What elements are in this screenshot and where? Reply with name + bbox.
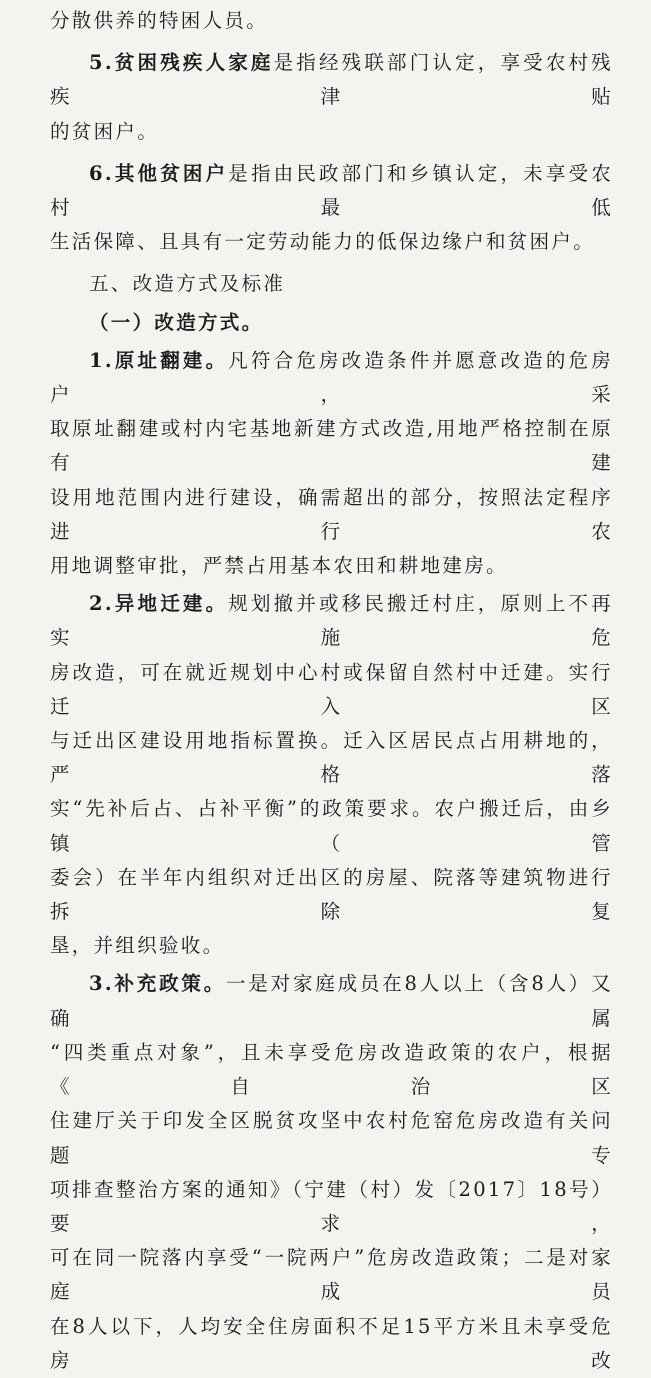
section-heading: 五、改造方式及标准	[89, 272, 286, 296]
text-line: 房改造，可在就近规划中心村或保留自然村中迁建。实行迁入区	[50, 660, 613, 718]
text-line: 设用地范围内进行建设，确需超出的部分，按照法定程序进行农	[50, 485, 613, 543]
item-lead: 1.原址翻建。	[89, 348, 229, 372]
paragraph-6	[50, 157, 613, 225]
item-lead: 2.异地迁建。	[89, 592, 229, 616]
text-line: 规划撤并或移民搬迁村庄，原则上不再实施危	[50, 592, 613, 650]
subsection-heading: （一）改造方式。	[89, 310, 264, 334]
text-line: 取原址翻建或村内宅基地新建方式改造,用地严格控制在原有建	[50, 417, 613, 475]
item-3	[50, 967, 613, 1035]
text-line: 在8人以下，人均安全住房面积不足15平方米且未享受危房改	[50, 1314, 613, 1372]
text-line: 是指由民政部门和乡镇认定，未享受农村最低	[50, 161, 613, 220]
item-2	[50, 587, 613, 655]
text-line: 垦，并组织验收。	[50, 934, 225, 958]
text-line: 项排查整治方案的通知》（宁建（村）发〔2017〕18号）要求，	[50, 1177, 613, 1235]
text-line: 用地调整审批，严禁占用基本农田和耕地建房。	[50, 554, 508, 578]
text-line: 一是对家庭成员在8人以上（含8人）又确属	[50, 972, 613, 1030]
text-line: 与迁出区建设用地指标置换。迁入区居民点占用耕地的，严格落	[50, 729, 613, 787]
paragraph-5	[50, 46, 613, 114]
text-line: 凡符合危房改造条件并愿意改造的危房户，采	[50, 348, 613, 407]
text-line: 的贫困户。	[50, 119, 160, 143]
text-line: 生活保障、且具有一定劳动能力的低保边缘户和贫困户。	[50, 230, 596, 254]
item-lead: 6.其他贫困户	[89, 161, 229, 185]
item-lead: 5.贫困残疾人家庭	[89, 51, 274, 75]
item-lead: 3.补充政策。	[89, 972, 227, 996]
text-line: 分散供养的特困人员。	[50, 9, 269, 32]
text-line: 委会）在半年内组织对迁出区的房屋、院落等建筑物进行拆除复	[50, 865, 613, 924]
text-line: 是指经残联部门认定，享受农村残疾津贴	[50, 51, 613, 109]
text-line: 住建厅关于印发全区脱贫攻坚中农村危窑危房改造有关问题专	[50, 1109, 613, 1167]
text-line: 实“先补后占、占补平衡”的政策要求。农户搬迁后，由乡镇（管	[50, 797, 613, 855]
text-line: 可在同一院落内享受“一院两户”危房改造政策；二是对家庭成员	[50, 1246, 613, 1304]
item-1	[50, 344, 613, 412]
text-line: “四类重点对象”，且未享受危房改造政策的农户，根据《自治区	[50, 1040, 613, 1099]
